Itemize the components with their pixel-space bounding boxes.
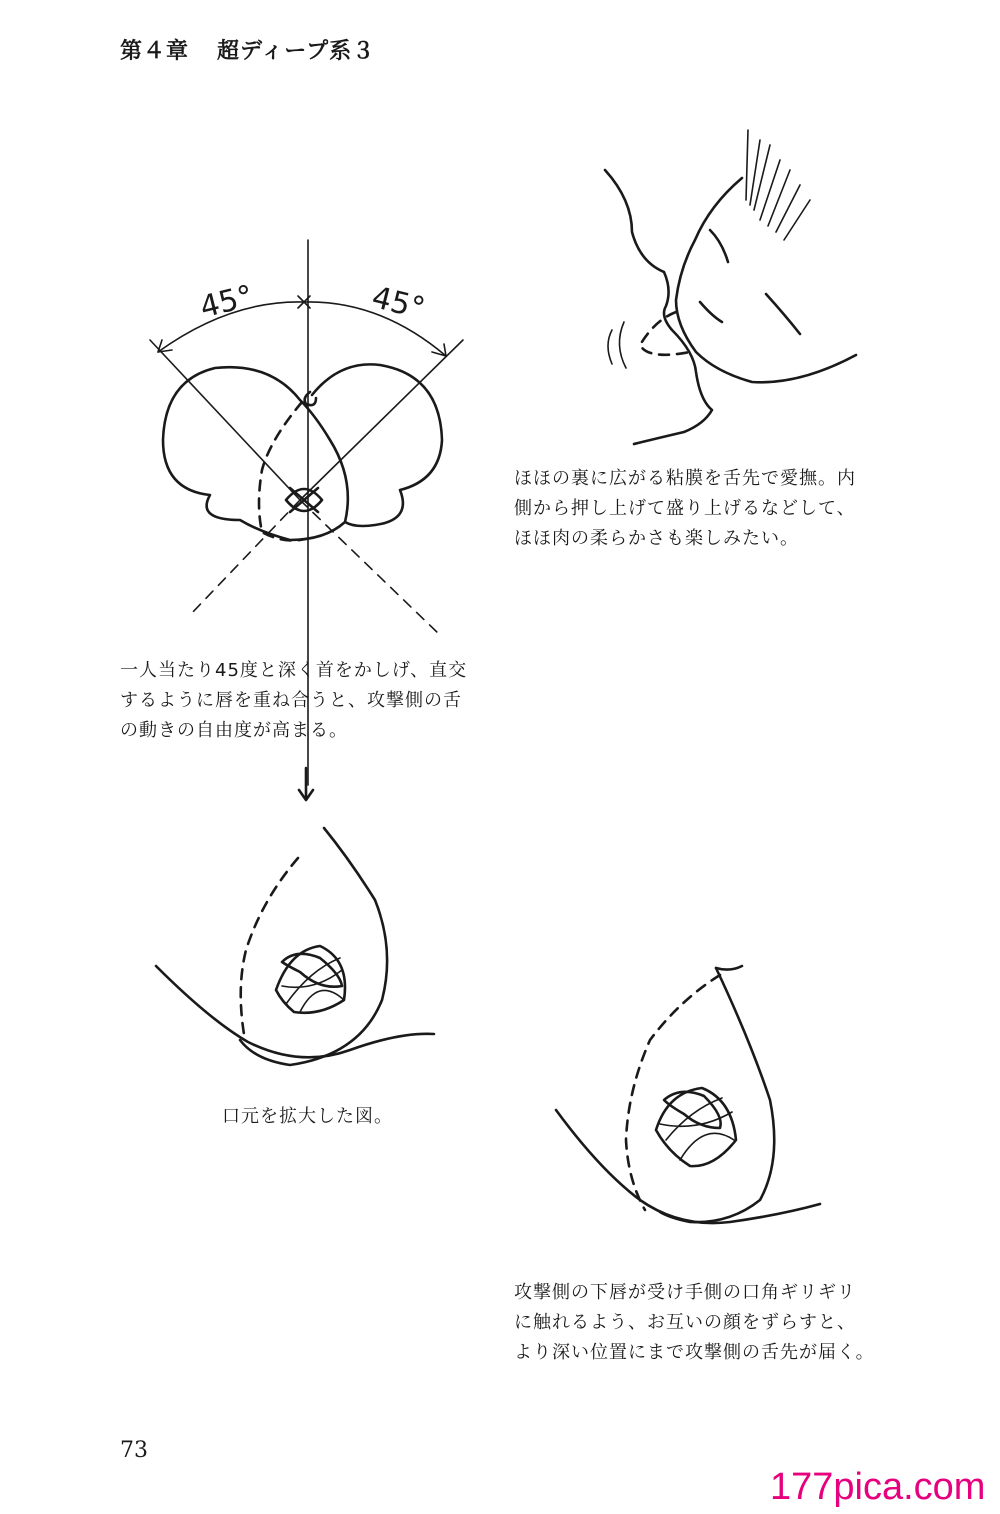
caption-line: より深い位置にまで攻撃側の舌先が届く。 bbox=[514, 1342, 875, 1363]
attacker-cheek-line bbox=[700, 302, 722, 322]
caption-line: するように唇を重ね合うと、攻撃側の舌 bbox=[120, 690, 462, 711]
caption-line: 一人当たり45度と深く首をかしげ、直交 bbox=[120, 660, 468, 681]
hidden-face-dashed bbox=[259, 402, 310, 540]
upper-face-top bbox=[716, 966, 742, 970]
right-diagonal-dashed bbox=[300, 500, 440, 635]
caption-line: に触れるよう、お互いの顔をずらすと、 bbox=[514, 1312, 856, 1333]
caption-shifted bbox=[514, 1278, 894, 1368]
caption-line: ほほの裏に広がる粘膜を舌先で愛撫。内 bbox=[514, 468, 856, 489]
profile-kiss-sketch bbox=[605, 130, 856, 444]
caption-line: の動きの自由度が高まる。 bbox=[120, 720, 348, 741]
attacker-closed-eye bbox=[766, 294, 800, 334]
angle-label-right: 45° bbox=[368, 279, 429, 327]
watermark: 177pica.com bbox=[770, 1466, 986, 1508]
cheek-motion-lines bbox=[608, 322, 626, 368]
tongue-shape bbox=[282, 954, 342, 987]
left-diagonal-dashed bbox=[190, 500, 300, 615]
section-title: 超ディープ系３ bbox=[217, 38, 376, 64]
lower-face-outline bbox=[556, 1110, 820, 1223]
attacker-eyebrow bbox=[710, 230, 728, 262]
hidden-face-dashed bbox=[626, 975, 720, 1210]
chapter-label: 第４章 bbox=[120, 38, 190, 64]
tongue-shape bbox=[664, 1092, 721, 1128]
caption-line: 側から押し上げて盛り上げるなどして、 bbox=[514, 498, 856, 519]
upper-face-outline bbox=[660, 968, 774, 1222]
mouth-closeup-diagram bbox=[156, 828, 434, 1065]
receiver-profile-outline bbox=[605, 170, 712, 444]
caption-line: 攻撃側の下唇が受け手側の口角ギリギリ bbox=[514, 1282, 856, 1303]
attacker-face-outline bbox=[676, 178, 856, 382]
page-number: 73 bbox=[120, 1438, 148, 1463]
hidden-face-dashed bbox=[241, 858, 298, 1040]
caption-cheek bbox=[514, 464, 894, 554]
caption-line: ほほ肉の柔らかさも楽しみたい。 bbox=[514, 528, 799, 549]
attacker-hair-strokes bbox=[746, 130, 810, 240]
caption-closeup: 口元を拡大した図。 bbox=[222, 1106, 393, 1127]
caption-angle bbox=[120, 656, 500, 746]
shifted-mouth-diagram bbox=[556, 966, 820, 1223]
angle-label-left: 45° bbox=[196, 278, 257, 326]
right-head-outline bbox=[312, 364, 442, 526]
lips-outer bbox=[656, 1088, 736, 1166]
down-arrow-icon bbox=[299, 768, 313, 800]
